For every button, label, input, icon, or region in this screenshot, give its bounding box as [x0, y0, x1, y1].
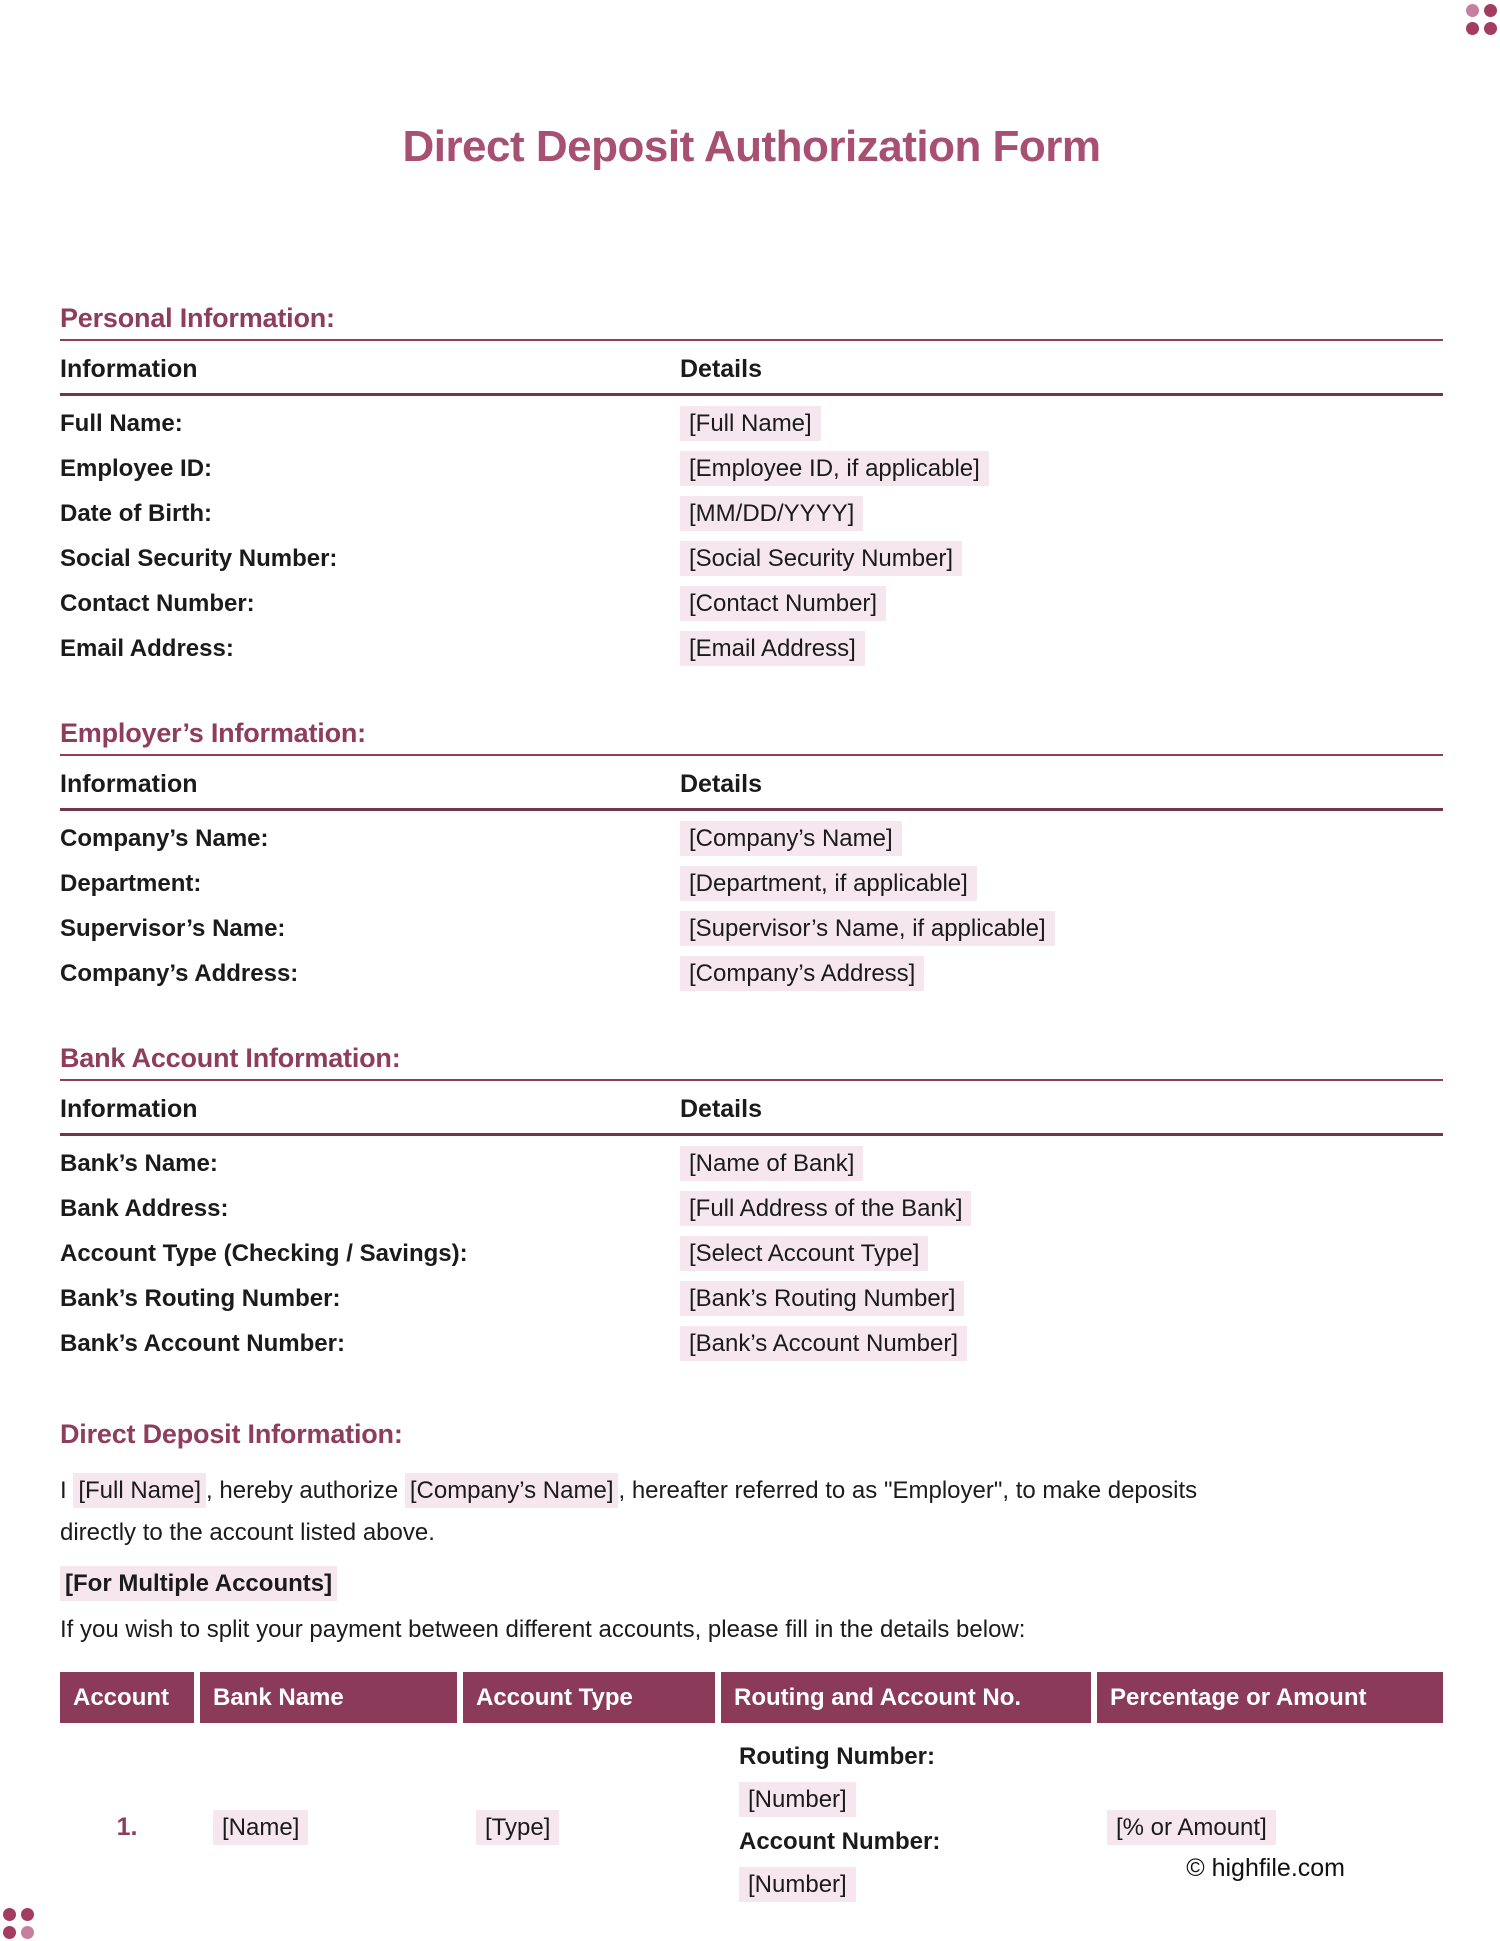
column-header-details: Details — [680, 1095, 762, 1123]
table-row-company-address — [60, 951, 1443, 996]
company-name-label: Company’s Name: — [60, 824, 269, 852]
routing-and-account-cell — [721, 1733, 1091, 1921]
employee-id-label: Employee ID: — [60, 454, 213, 482]
authorization-statement — [60, 1470, 1443, 1554]
employer-information-table — [60, 754, 1443, 996]
footer-credit: © highfile.com — [1186, 1854, 1345, 1882]
table-header-percentage-or-amount: Percentage or Amount — [1097, 1672, 1443, 1723]
account-type-value-placeholder[interactable]: [Select Account Type] — [680, 1236, 928, 1271]
table-header-row — [60, 754, 1443, 811]
employee-id-value-placeholder[interactable]: [Employee ID, if applicable] — [680, 451, 989, 486]
contact-number-label: Contact Number: — [60, 589, 255, 617]
bank-name-value-placeholder[interactable]: [Name of Bank] — [680, 1146, 863, 1181]
section-heading-personal-information: Personal Information: — [60, 303, 335, 333]
table-row-employee-id — [60, 446, 1443, 491]
authorization-text-suffix-line1: , hereafter referred to as "Employer", to make deposits — [618, 1477, 1198, 1504]
account-number-label: Bank’s Account Number: — [60, 1329, 345, 1357]
percentage-or-amount-cell — [1097, 1810, 1443, 1845]
authorization-text-middle: , hereby authorize — [206, 1477, 405, 1504]
table-row-company-name — [60, 816, 1443, 861]
company-address-label: Company’s Address: — [60, 959, 299, 987]
authorization-text-prefix: I — [60, 1477, 74, 1504]
corner-dots-icon-bottom-left — [3, 1908, 34, 1939]
section-heading-employer-information: Employer’s Information: — [60, 718, 366, 748]
company-name-inline-placeholder[interactable]: [Company’s Name] — [405, 1473, 619, 1508]
percentage-or-amount-placeholder[interactable]: [% or Amount] — [1107, 1810, 1276, 1845]
department-value-placeholder[interactable]: [Department, if applicable] — [680, 866, 977, 901]
bank-account-information-table — [60, 1079, 1443, 1366]
table-body — [60, 811, 1443, 996]
dot — [21, 1908, 34, 1921]
page-title: Direct Deposit Authorization Form — [402, 122, 1101, 171]
dot — [1484, 22, 1497, 35]
table-row-bank-name — [60, 1141, 1443, 1186]
split-payment-note: If you wish to split your payment between different accounts, please fill in the details below: — [60, 1616, 1026, 1643]
table-body — [60, 1136, 1443, 1366]
company-name-value-placeholder[interactable]: [Company’s Name] — [680, 821, 902, 856]
table-row-supervisor-name — [60, 906, 1443, 951]
full-name-label: Full Name: — [60, 409, 183, 437]
routing-number-placeholder[interactable]: [Number] — [739, 1782, 856, 1817]
table-header-row — [60, 1079, 1443, 1136]
accounts-table — [60, 1672, 1443, 1921]
account-type-placeholder[interactable]: [Type] — [476, 1810, 559, 1845]
full-name-value-placeholder[interactable]: [Full Name] — [680, 406, 821, 441]
column-header-information: Information — [60, 1095, 198, 1123]
dot — [1484, 4, 1497, 17]
accounts-table-header-row — [60, 1672, 1443, 1723]
account-bank-name-cell — [200, 1810, 457, 1845]
supervisor-name-value-placeholder[interactable]: [Supervisor’s Name, if applicable] — [680, 911, 1055, 946]
bank-address-label: Bank Address: — [60, 1194, 229, 1222]
routing-number-value-placeholder[interactable]: [Bank’s Routing Number] — [680, 1281, 964, 1316]
routing-number-sublabel: Routing Number: — [739, 1743, 935, 1770]
accounts-table-row-1 — [60, 1723, 1443, 1921]
account-type-label: Account Type (Checking / Savings): — [60, 1239, 468, 1267]
column-header-details: Details — [680, 355, 762, 383]
table-row-contact-number — [60, 581, 1443, 626]
date-of-birth-label: Date of Birth: — [60, 499, 212, 527]
table-row-department — [60, 861, 1443, 906]
routing-number-label: Bank’s Routing Number: — [60, 1284, 341, 1312]
dot — [1466, 4, 1479, 17]
multiple-accounts-placeholder[interactable]: [For Multiple Accounts] — [60, 1566, 337, 1601]
account-type-cell — [463, 1810, 715, 1845]
column-header-information: Information — [60, 770, 198, 798]
table-header-routing-and-account-no: Routing and Account No. — [721, 1672, 1091, 1723]
section-heading-bank-account-information: Bank Account Information: — [60, 1043, 401, 1073]
table-row-routing-number — [60, 1276, 1443, 1321]
contact-number-value-placeholder[interactable]: [Contact Number] — [680, 586, 886, 621]
table-header-account-type: Account Type — [463, 1672, 715, 1723]
email-address-value-placeholder[interactable]: [Email Address] — [680, 631, 865, 666]
dot — [21, 1926, 34, 1939]
table-header-account: Account — [60, 1672, 194, 1723]
table-row-date-of-birth — [60, 491, 1443, 536]
multiple-accounts-line — [60, 1570, 1443, 1598]
ssn-label: Social Security Number: — [60, 544, 338, 572]
table-row-full-name — [60, 401, 1443, 446]
column-header-information: Information — [60, 355, 198, 383]
table-body — [60, 396, 1443, 671]
table-header-row — [60, 339, 1443, 396]
dot — [1466, 22, 1479, 35]
full-name-inline-placeholder[interactable]: [Full Name] — [73, 1473, 206, 1508]
department-label: Department: — [60, 869, 202, 897]
section-heading-direct-deposit-information: Direct Deposit Information: — [60, 1419, 403, 1449]
corner-dots-icon-top-right — [1466, 4, 1497, 35]
account-number-placeholder[interactable]: [Number] — [739, 1867, 856, 1902]
authorization-text-suffix-line2: directly to the account listed above. — [60, 1519, 435, 1546]
table-row-bank-address — [60, 1186, 1443, 1231]
account-number-sublabel: Account Number: — [739, 1828, 941, 1855]
account-number-value-placeholder[interactable]: [Bank’s Account Number] — [680, 1326, 967, 1361]
bank-address-value-placeholder[interactable]: [Full Address of the Bank] — [680, 1191, 971, 1226]
column-header-details: Details — [680, 770, 762, 798]
table-row-account-type — [60, 1231, 1443, 1276]
dot — [3, 1926, 16, 1939]
account-bank-name-placeholder[interactable]: [Name] — [213, 1810, 308, 1845]
company-address-value-placeholder[interactable]: [Company’s Address] — [680, 956, 924, 991]
email-address-label: Email Address: — [60, 634, 234, 662]
dot — [3, 1908, 16, 1921]
ssn-value-placeholder[interactable]: [Social Security Number] — [680, 541, 962, 576]
table-row-ssn — [60, 536, 1443, 581]
supervisor-name-label: Supervisor’s Name: — [60, 914, 286, 942]
date-of-birth-value-placeholder[interactable]: [MM/DD/YYYY] — [680, 496, 863, 531]
bank-name-label: Bank’s Name: — [60, 1149, 218, 1177]
table-row-account-number — [60, 1321, 1443, 1366]
table-row-email-address — [60, 626, 1443, 671]
personal-information-table — [60, 339, 1443, 671]
table-header-bank-name: Bank Name — [200, 1672, 457, 1723]
account-row-number: 1. — [116, 1812, 138, 1841]
